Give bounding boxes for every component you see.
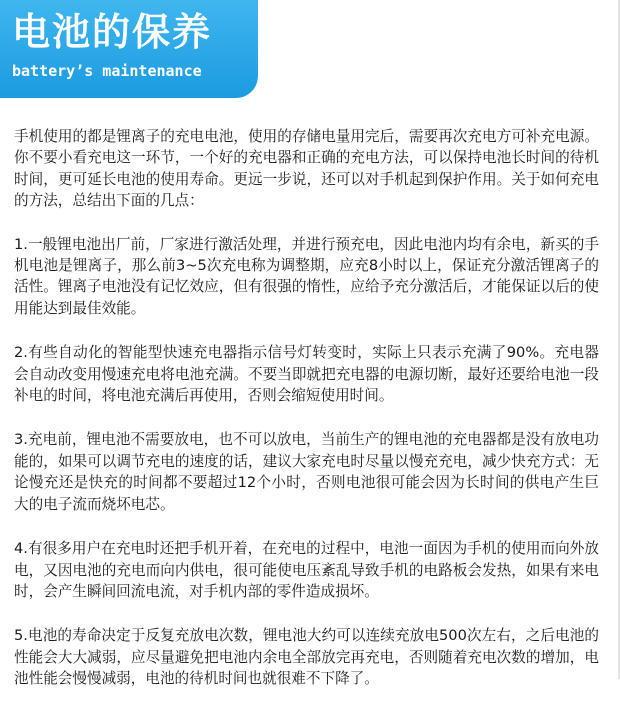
tip-paragraph-4: 4.有很多用户在充电时还把手机开着，在充电的过程中，电池一面因为手机的使用而向外放电，又因电池的充电而向内供电，很可能使电压紊乱导致手机的电路板会发热，如果有来电时，会产生瞬间回流电流，对手机内部的零件造成损坏。	[14, 540, 599, 600]
article-body	[14, 126, 599, 713]
tip-paragraph-3: 3.充电前，锂电池不需要放电，也不可以放电，当前生产的锂电池的充电器都是没有放电功能的，如果可以调节充电的速度的话，建议大家充电时尽量以慢充充电，减少快充方式：无论慢充还是快充的时间都不要超过12个小时，否则电池很可能会因为长时间的供电产生巨大的电子流而烧坏电芯。	[14, 431, 599, 513]
page-subtitle: battery’s maintenance	[12, 62, 202, 80]
title-banner	[0, 0, 258, 98]
intro-paragraph: 手机使用的都是锂离子的充电电池，使用的存储电量用完后，需要再次充电方可补充电源。你不要小看充电这一环节，一个好的充电器和正确的充电方法，可以保持电池长时间的待机时间，更可延长电池的使用寿命。更远一步说，还可以对手机起到保护作用。关于如何充电的方法，总结出下面的几点：	[14, 128, 599, 210]
page-title: 电池的保养	[12, 10, 213, 54]
tip-paragraph-1: 1.一般锂电池出厂前，厂家进行激活处理，并进行预充电，因此电池内均有余电，新买的手机电池是锂离子，那么前3~5次充电称为调整期，应充8小时以上，保证充分激活锂离子的活性。锂离子电池没有记忆效应，但有很强的惰性，应给予充分激活后，才能保证以后的使用能达到最佳效能。	[14, 235, 599, 317]
tip-paragraph-5: 5.电池的寿命决定于反复充放电次数，锂电池大约可以连续充放电500次左右，之后电池的性能会大大减弱，应尽量避免把电池内余电全部放完再充电，否则随着充电次数的增加，电池性能会慢慢减弱，电池的待机时间也就很难不下降了。	[14, 627, 599, 688]
tip-paragraph-2: 2.有些自动化的智能型快速充电器指示信号灯转变时，实际上只表示充满了90%。充电器会自动改变用慢速充电将电池充满。不要当即就把充电器的电源切断，最好还要给电池一段补电的时间，将电池充满后再使用，否则会缩短使用时间。	[14, 344, 599, 405]
